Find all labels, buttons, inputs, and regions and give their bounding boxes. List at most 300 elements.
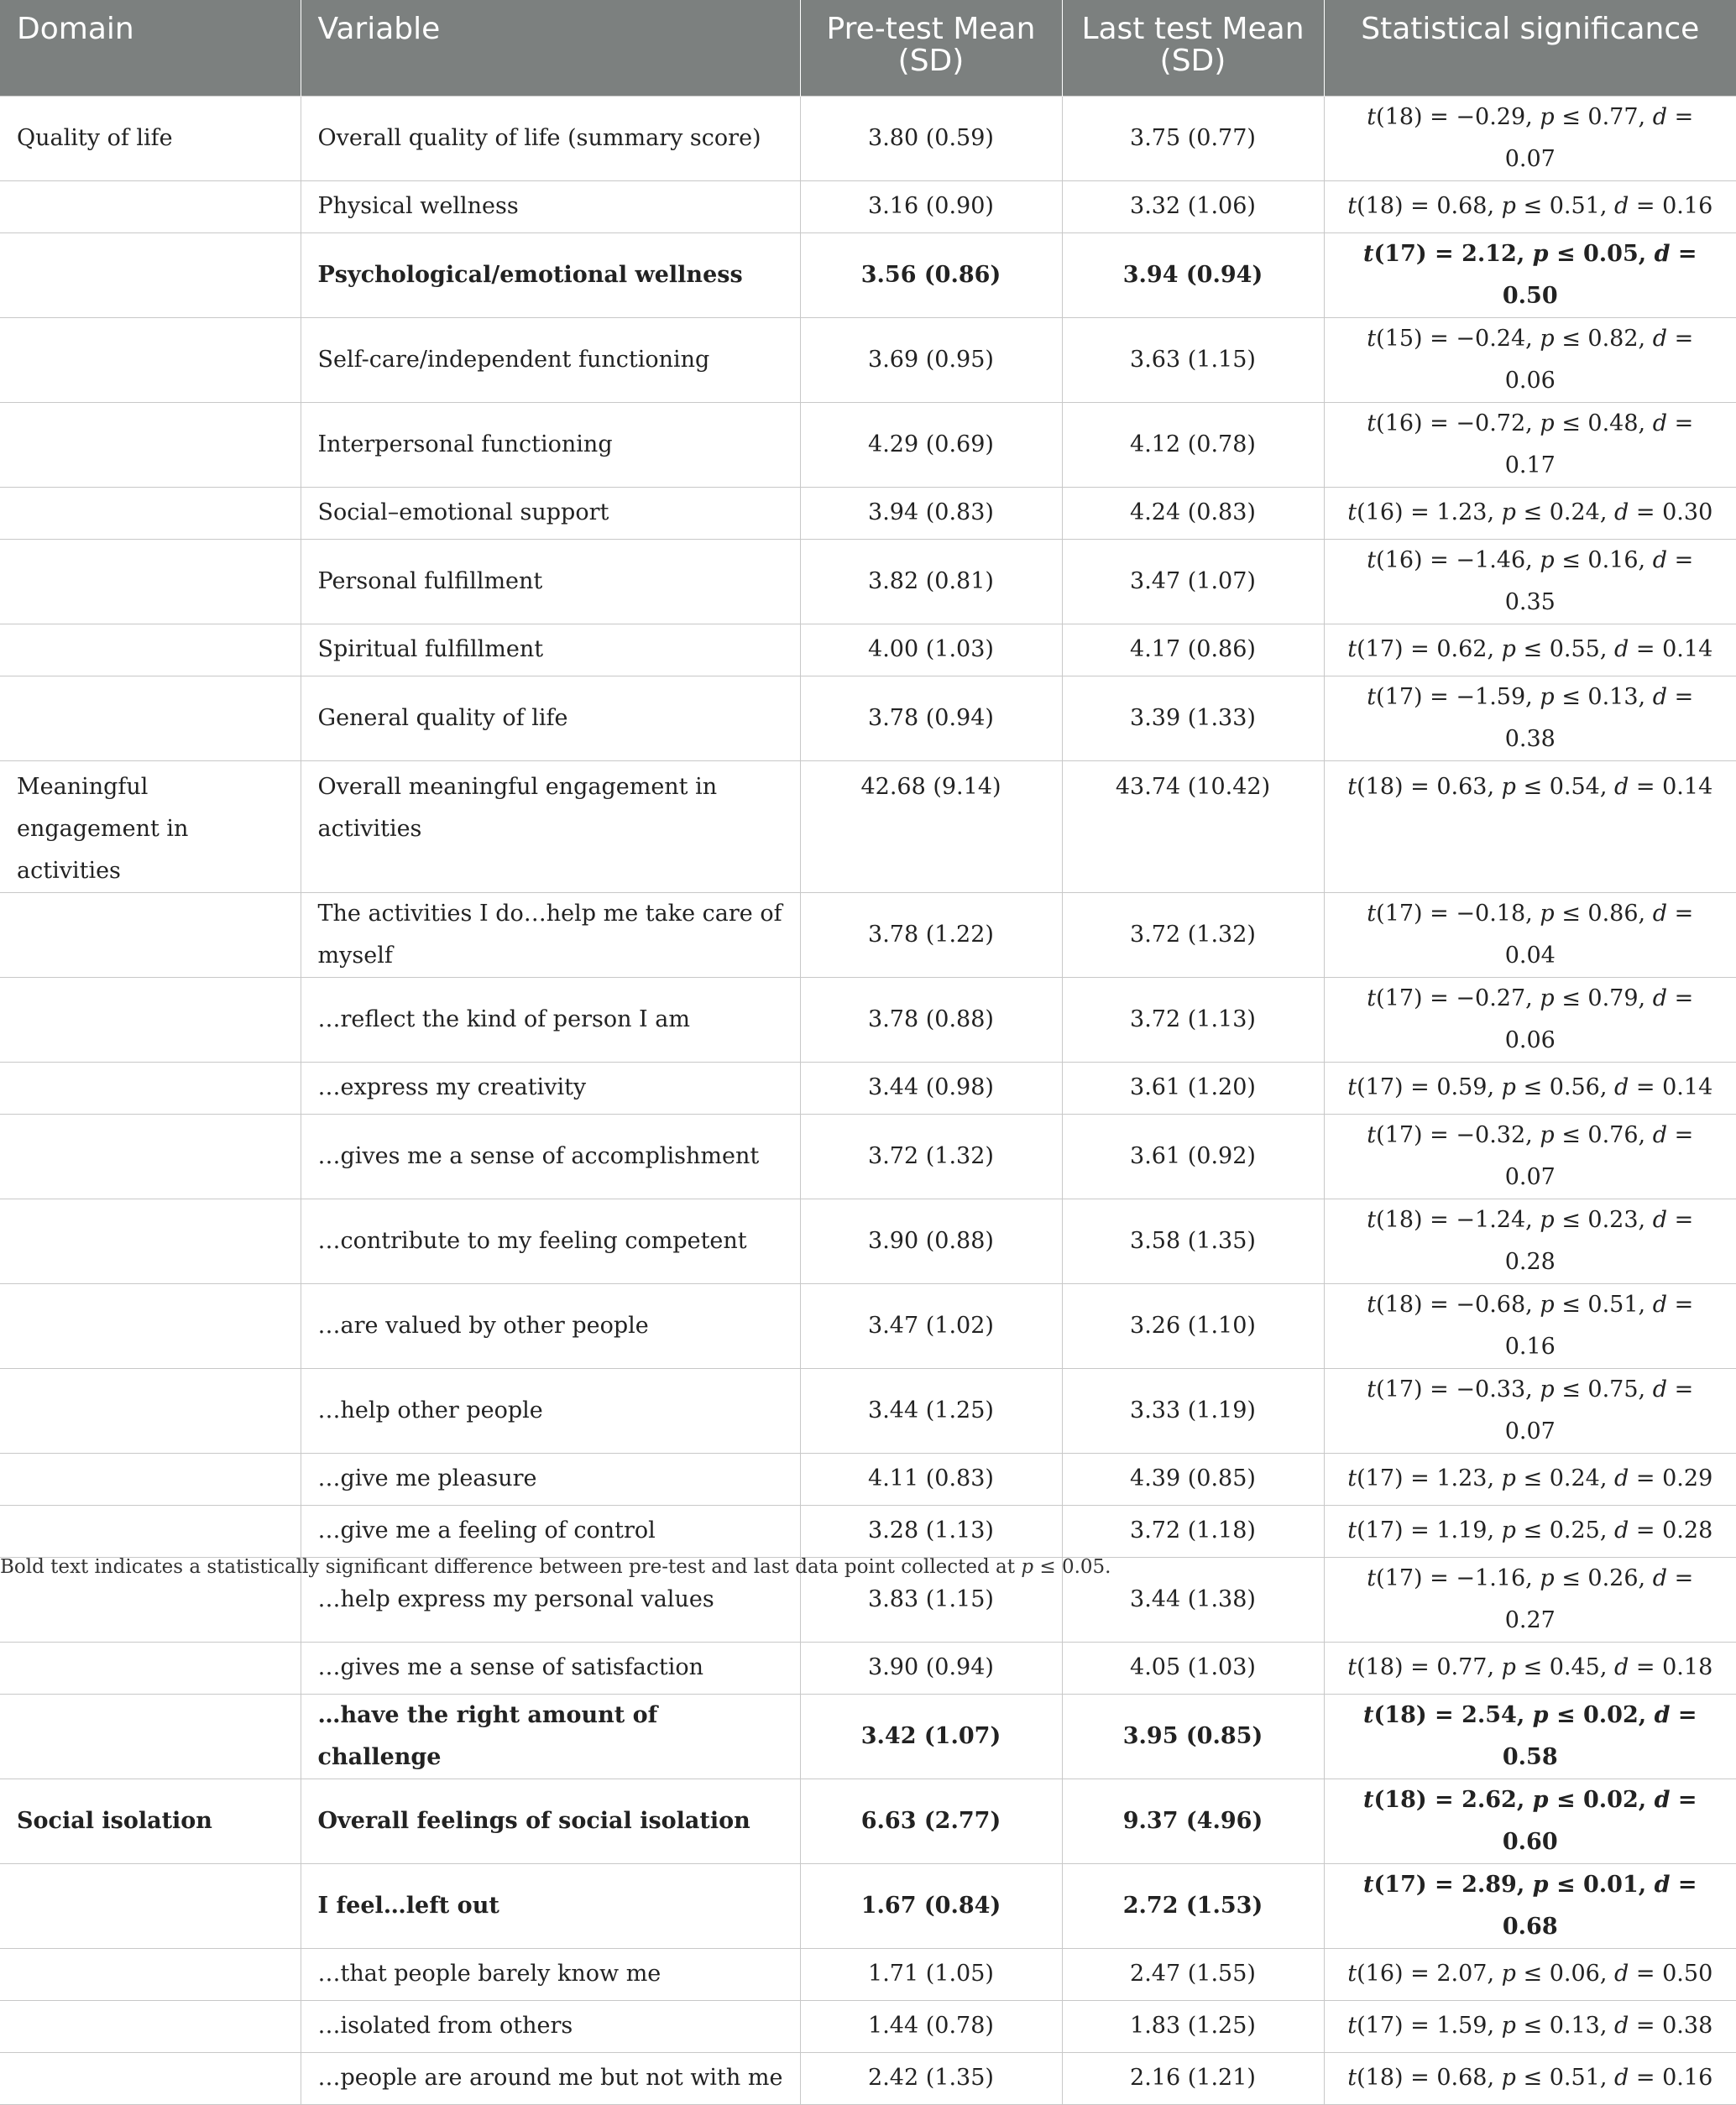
stat-p-symbol: p bbox=[1540, 1291, 1555, 1318]
stat-le: ≤ bbox=[1515, 2013, 1550, 2039]
table-row bbox=[0, 760, 1736, 892]
stat-d-symbol: d bbox=[1654, 1701, 1671, 1728]
cell-last-test: 3.33 (1.19) bbox=[1062, 1368, 1324, 1453]
table-row bbox=[0, 977, 1736, 1062]
stat-eq: = bbox=[1629, 2013, 1663, 2039]
header-pre-test-line2: (SD) bbox=[897, 44, 965, 78]
cell-variable: …give me a feeling of control bbox=[301, 1505, 800, 1557]
cell-pre-test: 3.28 (1.13) bbox=[800, 1505, 1062, 1557]
stat-le: ≤ bbox=[1554, 985, 1588, 1011]
stat-p-value: 0.25 bbox=[1549, 1517, 1600, 1543]
stat-d-symbol: d bbox=[1652, 103, 1667, 130]
cell-significance: t(18) = 0.68, p ≤ 0.51, d = 0.16 bbox=[1324, 180, 1736, 232]
stat-d-symbol: d bbox=[1652, 546, 1667, 573]
stat-df: 17 bbox=[1365, 1517, 1394, 1543]
header-pre-test bbox=[800, 0, 1062, 96]
table-row bbox=[0, 317, 1736, 402]
cell-last-test: 3.94 (0.94) bbox=[1062, 232, 1324, 317]
cell-variable: I feel…left out bbox=[301, 1863, 800, 1948]
stat-t-value: −0.27 bbox=[1456, 985, 1526, 1011]
cell-last-test: 4.24 (0.83) bbox=[1062, 487, 1324, 539]
cell-domain bbox=[0, 1453, 301, 1505]
cell-last-test: 3.26 (1.10) bbox=[1062, 1283, 1324, 1368]
stat-sep: , bbox=[1516, 1786, 1533, 1813]
cell-last-test: 2.16 (1.21) bbox=[1062, 2052, 1324, 2104]
cell-variable: …gives me a sense of accomplishment bbox=[301, 1114, 800, 1199]
stat-p-symbol: p bbox=[1501, 2065, 1516, 2091]
stat-p-value: 0.13 bbox=[1549, 2013, 1600, 2039]
stat-df: 17 bbox=[1365, 636, 1394, 662]
cell-significance: t(18) = −1.24, p ≤ 0.23, d = 0.28 bbox=[1324, 1199, 1736, 1283]
cell-domain bbox=[0, 539, 301, 624]
cell-domain bbox=[0, 892, 301, 977]
stat-d-symbol: d bbox=[1614, 1074, 1629, 1100]
table-row bbox=[0, 1283, 1736, 1368]
stat-d-value: 0.38 bbox=[1504, 725, 1556, 752]
stat-sep: , bbox=[1487, 193, 1502, 219]
table-row bbox=[0, 96, 1736, 180]
stat-t-value: 1.23 bbox=[1436, 1465, 1488, 1491]
stat-t-value: −0.32 bbox=[1456, 1121, 1526, 1148]
cell-domain bbox=[0, 1642, 301, 1694]
stat-t-value: −0.24 bbox=[1456, 325, 1526, 352]
stat-eq: = bbox=[1403, 1465, 1437, 1491]
cell-pre-test: 4.00 (1.03) bbox=[800, 624, 1062, 676]
stat-p-symbol: p bbox=[1540, 1564, 1555, 1591]
stat-p-value: 0.01 bbox=[1582, 1871, 1639, 1898]
cell-significance: t(17) = 2.89, p ≤ 0.01, d = 0.68 bbox=[1324, 1863, 1736, 1948]
cell-variable: …contribute to my feeling competent bbox=[301, 1199, 800, 1283]
stat-d-value: 0.06 bbox=[1504, 367, 1556, 394]
header-last-test-line2: (SD) bbox=[1159, 44, 1226, 78]
table-row bbox=[0, 1505, 1736, 1557]
cell-domain bbox=[0, 1368, 301, 1453]
stat-df: 16 bbox=[1365, 1961, 1394, 1987]
stat-le: ≤ bbox=[1548, 1786, 1583, 1813]
stat-eq: = bbox=[1670, 1786, 1697, 1813]
cell-domain bbox=[0, 624, 301, 676]
stat-sep: , bbox=[1599, 773, 1615, 800]
cell-domain bbox=[0, 1283, 301, 1368]
stat-eq: = bbox=[1667, 103, 1694, 130]
table-row bbox=[0, 1114, 1736, 1199]
stat-p-symbol: p bbox=[1532, 1786, 1549, 1813]
cell-pre-test: 42.68 (9.14) bbox=[800, 760, 1062, 892]
stat-sep: , bbox=[1525, 546, 1540, 573]
header-variable: Variable bbox=[301, 0, 800, 96]
stat-le: ≤ bbox=[1554, 1206, 1588, 1233]
stat-sep: , bbox=[1638, 900, 1653, 927]
cell-pre-test: 3.42 (1.07) bbox=[800, 1694, 1062, 1779]
table-footnote bbox=[0, 1556, 1111, 1578]
stat-d-symbol: d bbox=[1614, 1961, 1629, 1987]
stat-d-value: 0.14 bbox=[1662, 1074, 1713, 1100]
stat-sep: , bbox=[1525, 683, 1540, 710]
stat-d-value: 0.14 bbox=[1662, 773, 1713, 800]
stat-df: 15 bbox=[1384, 325, 1414, 352]
stat-t-value: 0.68 bbox=[1436, 193, 1488, 219]
cell-last-test: 3.72 (1.13) bbox=[1062, 977, 1324, 1062]
stat-eq: = bbox=[1629, 773, 1663, 800]
stat-le: ≤ bbox=[1515, 1517, 1550, 1543]
cell-pre-test: 1.44 (0.78) bbox=[800, 2000, 1062, 2052]
stat-d-value: 0.68 bbox=[1502, 1913, 1558, 1940]
stat-p-symbol: p bbox=[1540, 410, 1555, 436]
stat-d-value: 0.60 bbox=[1502, 1828, 1558, 1855]
stat-p-value: 0.76 bbox=[1587, 1121, 1639, 1148]
cell-domain bbox=[0, 1199, 301, 1283]
stat-p-symbol: p bbox=[1540, 325, 1555, 352]
stat-t-symbol: t bbox=[1367, 1291, 1377, 1318]
stat-d-value: 0.16 bbox=[1662, 193, 1713, 219]
stat-d-value: 0.07 bbox=[1504, 145, 1556, 172]
stat-eq: = bbox=[1403, 773, 1437, 800]
stat-df: 16 bbox=[1384, 546, 1414, 573]
stat-p-value: 0.55 bbox=[1549, 636, 1600, 662]
cell-variable: …help express my personal values bbox=[301, 1557, 800, 1642]
stat-d-value: 0.35 bbox=[1504, 588, 1556, 615]
cell-variable: The activities I do…help me take care of myself bbox=[301, 892, 800, 977]
stat-t-value: −0.29 bbox=[1456, 103, 1526, 130]
stat-t-value: 0.62 bbox=[1436, 636, 1488, 662]
stat-p-value: 0.24 bbox=[1549, 1465, 1600, 1491]
stat-sep: , bbox=[1638, 240, 1655, 267]
cell-domain bbox=[0, 2052, 301, 2104]
stat-p-value: 0.26 bbox=[1587, 1564, 1639, 1591]
table-row bbox=[0, 1863, 1736, 1948]
stat-d-value: 0.50 bbox=[1662, 1961, 1713, 1987]
cell-significance: t(18) = −0.29, p ≤ 0.77, d = 0.07 bbox=[1324, 96, 1736, 180]
cell-variable: …people are around me but not with me bbox=[301, 2052, 800, 2104]
cell-pre-test: 3.44 (1.25) bbox=[800, 1368, 1062, 1453]
stat-t-symbol: t bbox=[1347, 499, 1357, 525]
table-row bbox=[0, 1642, 1736, 1694]
stat-df: 17 bbox=[1384, 1121, 1414, 1148]
stat-eq: = bbox=[1629, 1961, 1663, 1987]
cell-domain bbox=[0, 317, 301, 402]
table-row bbox=[0, 676, 1736, 760]
stat-sep: , bbox=[1599, 193, 1615, 219]
stat-t-symbol: t bbox=[1367, 546, 1377, 573]
stat-le: ≤ bbox=[1515, 1961, 1550, 1987]
stat-le: ≤ bbox=[1515, 193, 1550, 219]
cell-domain bbox=[0, 232, 301, 317]
cell-pre-test: 3.90 (0.94) bbox=[800, 1642, 1062, 1694]
table-row bbox=[0, 487, 1736, 539]
cell-last-test: 4.39 (0.85) bbox=[1062, 1453, 1324, 1505]
cell-last-test: 4.12 (0.78) bbox=[1062, 402, 1324, 487]
cell-last-test: 4.05 (1.03) bbox=[1062, 1642, 1324, 1694]
stat-t-value: −1.16 bbox=[1456, 1564, 1526, 1591]
stat-le: ≤ bbox=[1554, 325, 1588, 352]
stat-eq: = bbox=[1667, 1291, 1694, 1318]
stat-le: ≤ bbox=[1515, 636, 1550, 662]
cell-variable: General quality of life bbox=[301, 676, 800, 760]
stat-sep: , bbox=[1516, 1871, 1533, 1898]
stat-t-value: 1.23 bbox=[1436, 499, 1488, 525]
stat-sep: , bbox=[1516, 1701, 1533, 1728]
stat-d-symbol: d bbox=[1652, 1376, 1667, 1402]
stat-d-symbol: d bbox=[1654, 240, 1671, 267]
header-last-test-line1: Last test Mean bbox=[1081, 12, 1305, 46]
stat-d-value: 0.07 bbox=[1504, 1418, 1556, 1444]
stat-d-value: 0.58 bbox=[1502, 1743, 1558, 1770]
cell-variable: Overall quality of life (summary score) bbox=[301, 96, 800, 180]
stat-t-value: −0.68 bbox=[1456, 1291, 1526, 1318]
stat-le: ≤ bbox=[1515, 2065, 1550, 2091]
stat-p-value: 0.45 bbox=[1549, 1654, 1600, 1680]
cell-pre-test: 3.69 (0.95) bbox=[800, 317, 1062, 402]
cell-domain bbox=[0, 1505, 301, 1557]
stat-d-value: 0.07 bbox=[1504, 1163, 1556, 1190]
stat-df: 17 bbox=[1384, 985, 1414, 1011]
header-last-test bbox=[1062, 0, 1324, 96]
stat-t-symbol: t bbox=[1367, 985, 1377, 1011]
cell-pre-test: 3.72 (1.32) bbox=[800, 1114, 1062, 1199]
stat-sep: , bbox=[1525, 900, 1540, 927]
cell-pre-test: 3.44 (0.98) bbox=[800, 1062, 1062, 1114]
cell-significance: t(17) = −0.18, p ≤ 0.86, d = 0.04 bbox=[1324, 892, 1736, 977]
stat-eq: = bbox=[1403, 193, 1437, 219]
stat-d-value: 0.06 bbox=[1504, 1026, 1556, 1053]
stat-p-value: 0.54 bbox=[1549, 773, 1600, 800]
stat-eq: = bbox=[1422, 103, 1456, 130]
stat-sep: , bbox=[1638, 1291, 1653, 1318]
stat-t-symbol: t bbox=[1363, 240, 1374, 267]
stat-eq: = bbox=[1426, 1786, 1462, 1813]
stat-le: ≤ bbox=[1515, 1654, 1550, 1680]
stat-d-symbol: d bbox=[1614, 1465, 1629, 1491]
stat-sep: , bbox=[1525, 1206, 1540, 1233]
stat-t-symbol: t bbox=[1363, 1786, 1374, 1813]
stat-p-symbol: p bbox=[1540, 683, 1555, 710]
cell-significance: t(18) = −0.68, p ≤ 0.51, d = 0.16 bbox=[1324, 1283, 1736, 1368]
cell-significance: t(17) = 2.12, p ≤ 0.05, d = 0.50 bbox=[1324, 232, 1736, 317]
stat-eq: = bbox=[1629, 1074, 1663, 1100]
stat-sep: , bbox=[1638, 1206, 1653, 1233]
footnote-text: Bold text indicates a statistically significant difference between pre-test and last data point collected at bbox=[0, 1556, 1022, 1578]
stat-sep: , bbox=[1487, 2013, 1502, 2039]
stat-d-value: 0.14 bbox=[1662, 636, 1713, 662]
stat-p-value: 0.05 bbox=[1582, 240, 1639, 267]
stat-d-symbol: d bbox=[1652, 410, 1667, 436]
stat-d-value: 0.18 bbox=[1662, 1654, 1713, 1680]
stat-eq: = bbox=[1422, 1206, 1456, 1233]
cell-variable: Overall feelings of social isolation bbox=[301, 1779, 800, 1863]
stat-t-symbol: t bbox=[1347, 1961, 1357, 1987]
cell-domain bbox=[0, 1694, 301, 1779]
stat-d-symbol: d bbox=[1614, 1517, 1629, 1543]
stat-d-symbol: d bbox=[1652, 900, 1667, 927]
stat-d-value: 0.29 bbox=[1662, 1465, 1713, 1491]
stat-eq: = bbox=[1667, 546, 1694, 573]
cell-pre-test: 3.82 (0.81) bbox=[800, 539, 1062, 624]
stat-p-symbol: p bbox=[1540, 546, 1555, 573]
stat-d-symbol: d bbox=[1614, 499, 1629, 525]
stat-d-symbol: d bbox=[1654, 1871, 1671, 1898]
stat-p-value: 0.02 bbox=[1582, 1786, 1639, 1813]
stat-df: 18 bbox=[1384, 1701, 1416, 1728]
table-row bbox=[0, 1199, 1736, 1283]
cell-variable: Overall meaningful engagement in activities bbox=[301, 760, 800, 892]
header-pre-test-line1: Pre-test Mean bbox=[826, 12, 1036, 46]
stat-t-symbol: t bbox=[1367, 1206, 1377, 1233]
stat-p-symbol: p bbox=[1501, 1465, 1516, 1491]
stat-p-symbol: p bbox=[1501, 1517, 1516, 1543]
table-row bbox=[0, 624, 1736, 676]
cell-last-test: 1.83 (1.25) bbox=[1062, 2000, 1324, 2052]
stat-eq: = bbox=[1667, 683, 1694, 710]
stat-eq: = bbox=[1667, 1376, 1694, 1402]
stat-p-symbol: p bbox=[1501, 1961, 1516, 1987]
stat-d-value: 0.17 bbox=[1504, 452, 1556, 478]
cell-significance: t(16) = 1.23, p ≤ 0.24, d = 0.30 bbox=[1324, 487, 1736, 539]
stat-le: ≤ bbox=[1515, 499, 1550, 525]
stat-sep: , bbox=[1638, 1871, 1655, 1898]
cell-pre-test: 3.78 (1.22) bbox=[800, 892, 1062, 977]
stat-df: 17 bbox=[1384, 240, 1416, 267]
table-row bbox=[0, 1779, 1736, 1863]
cell-variable: …reflect the kind of person I am bbox=[301, 977, 800, 1062]
stat-eq: = bbox=[1426, 1701, 1462, 1728]
cell-last-test: 3.44 (1.38) bbox=[1062, 1557, 1324, 1642]
stat-sep: , bbox=[1487, 1654, 1502, 1680]
cell-pre-test: 3.94 (0.83) bbox=[800, 487, 1062, 539]
stat-t-symbol: t bbox=[1367, 1121, 1377, 1148]
stat-sep: , bbox=[1525, 1291, 1540, 1318]
stat-t-value: −1.46 bbox=[1456, 546, 1526, 573]
stat-le: ≤ bbox=[1548, 1871, 1583, 1898]
stat-t-symbol: t bbox=[1363, 1871, 1374, 1898]
cell-significance: t(17) = 0.59, p ≤ 0.56, d = 0.14 bbox=[1324, 1062, 1736, 1114]
stat-le: ≤ bbox=[1554, 1564, 1588, 1591]
cell-last-test: 3.75 (0.77) bbox=[1062, 96, 1324, 180]
stat-t-symbol: t bbox=[1347, 1517, 1357, 1543]
cell-variable: Interpersonal functioning bbox=[301, 402, 800, 487]
stat-t-value: −0.72 bbox=[1456, 410, 1526, 436]
stat-df: 17 bbox=[1384, 900, 1414, 927]
cell-domain bbox=[0, 977, 301, 1062]
cell-significance: t(15) = −0.24, p ≤ 0.82, d = 0.06 bbox=[1324, 317, 1736, 402]
stat-sep: , bbox=[1638, 1786, 1655, 1813]
stat-sep: , bbox=[1638, 1701, 1655, 1728]
stat-le: ≤ bbox=[1554, 546, 1588, 573]
cell-pre-test: 1.71 (1.05) bbox=[800, 1948, 1062, 2000]
table-row bbox=[0, 2052, 1736, 2104]
stat-d-symbol: d bbox=[1652, 325, 1667, 352]
header-significance: Statistical significance bbox=[1324, 0, 1736, 96]
stat-le: ≤ bbox=[1554, 103, 1588, 130]
stat-t-value: −1.59 bbox=[1456, 683, 1526, 710]
stat-p-symbol: p bbox=[1540, 103, 1555, 130]
cell-pre-test: 3.90 (0.88) bbox=[800, 1199, 1062, 1283]
cell-domain: Social isolation bbox=[0, 1779, 301, 1863]
stat-sep: , bbox=[1599, 1465, 1615, 1491]
stat-p-symbol: p bbox=[1501, 1654, 1516, 1680]
cell-pre-test: 3.56 (0.86) bbox=[800, 232, 1062, 317]
cell-domain: Quality of life bbox=[0, 96, 301, 180]
stat-eq: = bbox=[1422, 410, 1456, 436]
stat-eq: = bbox=[1629, 1517, 1663, 1543]
stat-t-symbol: t bbox=[1347, 2065, 1357, 2091]
stat-t-symbol: t bbox=[1367, 683, 1377, 710]
stat-eq: = bbox=[1667, 325, 1694, 352]
stat-d-symbol: d bbox=[1614, 2065, 1629, 2091]
stat-eq: = bbox=[1422, 1376, 1456, 1402]
stat-eq: = bbox=[1422, 1291, 1456, 1318]
stat-d-symbol: d bbox=[1652, 1564, 1667, 1591]
stat-eq: = bbox=[1403, 1074, 1437, 1100]
cell-variable: …that people barely know me bbox=[301, 1948, 800, 2000]
stat-sep: , bbox=[1487, 1961, 1502, 1987]
table-row bbox=[0, 1453, 1736, 1505]
stat-t-symbol: t bbox=[1367, 1564, 1377, 1591]
cell-significance: t(18) = 2.62, p ≤ 0.02, d = 0.60 bbox=[1324, 1779, 1736, 1863]
cell-variable: …have the right amount of challenge bbox=[301, 1694, 800, 1779]
cell-last-test: 3.32 (1.06) bbox=[1062, 180, 1324, 232]
stat-t-value: 0.68 bbox=[1436, 2065, 1488, 2091]
cell-last-test: 3.61 (1.20) bbox=[1062, 1062, 1324, 1114]
stat-t-value: −0.18 bbox=[1456, 900, 1526, 927]
stat-df: 16 bbox=[1384, 410, 1414, 436]
cell-variable: …gives me a sense of satisfaction bbox=[301, 1642, 800, 1694]
stat-df: 17 bbox=[1384, 1376, 1414, 1402]
stat-p-value: 0.16 bbox=[1587, 546, 1639, 573]
cell-significance: t(17) = −1.16, p ≤ 0.26, d = 0.27 bbox=[1324, 1557, 1736, 1642]
stat-sep: , bbox=[1638, 546, 1653, 573]
stat-p-value: 0.79 bbox=[1587, 985, 1639, 1011]
stat-sep: , bbox=[1638, 683, 1653, 710]
cell-significance: t(16) = −0.72, p ≤ 0.48, d = 0.17 bbox=[1324, 402, 1736, 487]
cell-significance: t(16) = 2.07, p ≤ 0.06, d = 0.50 bbox=[1324, 1948, 1736, 2000]
stat-sep: , bbox=[1599, 2013, 1615, 2039]
stat-t-value: 2.07 bbox=[1436, 1961, 1488, 1987]
stat-d-value: 0.50 bbox=[1502, 282, 1558, 309]
stat-d-symbol: d bbox=[1614, 2013, 1629, 2039]
stat-d-value: 0.38 bbox=[1662, 2013, 1713, 2039]
cell-domain bbox=[0, 1948, 301, 2000]
stat-df: 17 bbox=[1365, 2013, 1394, 2039]
cell-significance: t(17) = 1.19, p ≤ 0.25, d = 0.28 bbox=[1324, 1505, 1736, 1557]
stat-t-symbol: t bbox=[1347, 636, 1357, 662]
cell-pre-test: 3.83 (1.15) bbox=[800, 1557, 1062, 1642]
stat-eq: = bbox=[1403, 499, 1437, 525]
cell-pre-test: 4.11 (0.83) bbox=[800, 1453, 1062, 1505]
stat-df: 18 bbox=[1384, 1786, 1416, 1813]
stat-t-symbol: t bbox=[1347, 1465, 1357, 1491]
cell-pre-test: 3.80 (0.59) bbox=[800, 96, 1062, 180]
stat-eq: = bbox=[1403, 2065, 1437, 2091]
stat-t-value: −1.24 bbox=[1456, 1206, 1526, 1233]
stat-df: 17 bbox=[1365, 1074, 1394, 1100]
stat-p-symbol: p bbox=[1540, 1206, 1555, 1233]
stat-d-symbol: d bbox=[1652, 683, 1667, 710]
cell-last-test: 3.95 (0.85) bbox=[1062, 1694, 1324, 1779]
stat-sep: , bbox=[1525, 325, 1540, 352]
cell-last-test: 3.61 (0.92) bbox=[1062, 1114, 1324, 1199]
table-row bbox=[0, 1368, 1736, 1453]
stat-eq: = bbox=[1422, 1564, 1456, 1591]
stat-d-symbol: d bbox=[1654, 1786, 1671, 1813]
stat-t-value: 2.12 bbox=[1461, 240, 1517, 267]
stat-p-symbol: p bbox=[1501, 499, 1516, 525]
stat-sep: , bbox=[1487, 499, 1502, 525]
stat-p-value: 0.51 bbox=[1587, 1291, 1639, 1318]
stat-t-value: 1.59 bbox=[1436, 2013, 1488, 2039]
cell-significance: t(18) = 2.54, p ≤ 0.02, d = 0.58 bbox=[1324, 1694, 1736, 1779]
stat-t-value: 2.89 bbox=[1461, 1871, 1517, 1898]
stat-p-value: 0.06 bbox=[1549, 1961, 1600, 1987]
